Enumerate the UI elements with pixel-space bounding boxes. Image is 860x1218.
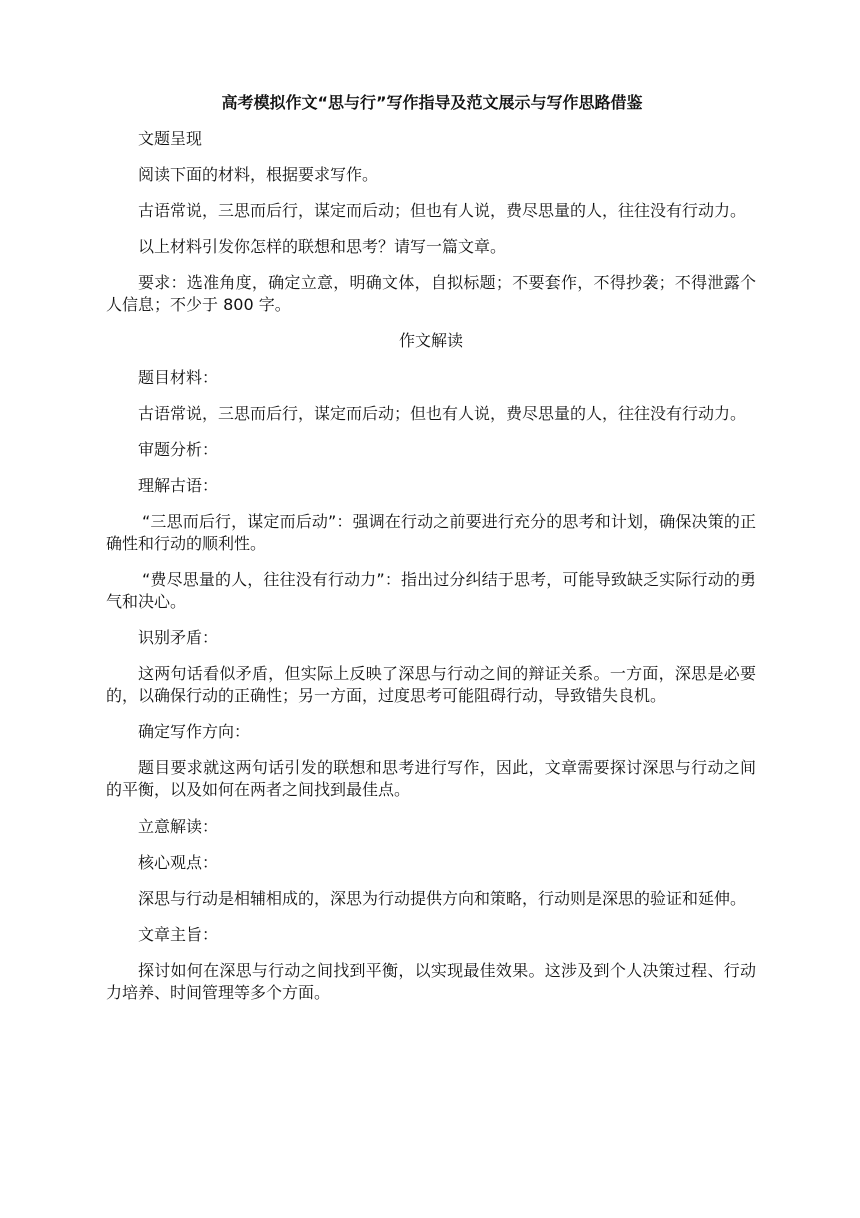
paragraph: 文章主旨： <box>138 924 219 944</box>
paragraph: 古语常说，三思而后行，谋定而后动；但也有人说，费尽思量的人，往往没有行动力。 <box>138 403 747 423</box>
paragraph: 这两句话看似矛盾，但实际上反映了深思与行动之间的辩证关系。一方面，深思是必要的，以确保行动的正确性；另一方面，过度思考可能阻碍行动，导致错失良机。 <box>106 664 756 706</box>
paragraph: 以上材料引发你怎样的联想和思考？请写一篇文章。 <box>138 237 507 257</box>
paragraph: 阅读下面的材料，根据要求写作。 <box>138 165 379 185</box>
paragraph: “费尽思量的人，往往没有行动力”：指出过分纠结于思考，可能导致缺乏实际行动的勇气和决心。 <box>106 570 756 612</box>
paragraph: 理解古语： <box>138 475 219 495</box>
document-title: 高考模拟作文“思与行”写作指导及范文展示与写作思路借鉴 <box>221 93 643 112</box>
paragraph: 审题分析： <box>138 439 219 459</box>
paragraph: 识别矛盾： <box>138 628 219 648</box>
paragraph: 古语常说，三思而后行，谋定而后动；但也有人说，费尽思量的人，往往没有行动力。 <box>138 201 747 221</box>
paragraph: 确定写作方向： <box>138 722 251 742</box>
document-page <box>106 92 756 1018</box>
paragraph: 深思与行动是相辅相成的，深思为行动提供方向和策略，行动则是深思的验证和延伸。 <box>138 888 747 908</box>
paragraph: 要求：选准角度，确定立意，明确文体，自拟标题；不要套作，不得抄袭；不得泄露个人信息；不少于 800 字。 <box>106 273 756 315</box>
paragraph: 文题呈现 <box>138 129 203 148</box>
paragraph: 核心观点： <box>138 852 219 872</box>
paragraph: 立意解读： <box>138 816 219 836</box>
paragraph: 题目材料： <box>138 367 219 387</box>
section-heading: 作文解读 <box>398 331 463 351</box>
paragraph: 题目要求就这两句话引发的联想和思考进行写作，因此，文章需要探讨深思与行动之间的平衡，以及如何在两者之间找到最佳点。 <box>106 758 756 800</box>
paragraph: 探讨如何在深思与行动之间找到平衡，以实现最佳效果。这涉及到个人决策过程、行动力培养、时间管理等多个方面。 <box>106 960 756 1002</box>
paragraph: “三思而后行，谋定而后动”：强调在行动之前要进行充分的思考和计划，确保决策的正确性和行动的顺利性。 <box>106 511 756 553</box>
